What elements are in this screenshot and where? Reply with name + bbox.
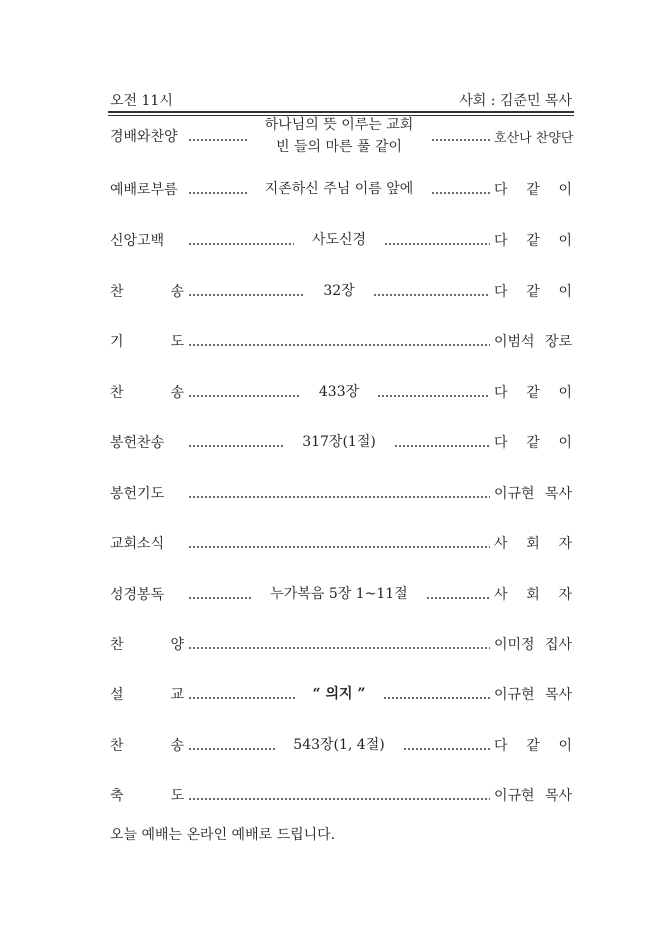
item-leader: 다 같 이 (494, 385, 572, 401)
item-leader: 다 같 이 (494, 738, 573, 754)
dot-leader (373, 285, 490, 297)
order-item (110, 582, 572, 606)
item-label: 찬 송 (110, 738, 184, 754)
footer-note: 오늘 예배는 온라인 예배로 드립니다. (110, 827, 336, 843)
dot-leader (188, 688, 295, 700)
item-leader: 이미정 집사 (494, 637, 572, 653)
item-content-line: 32장 (323, 283, 355, 299)
dot-leader (426, 588, 490, 600)
item-leader: 사 회 자 (494, 536, 572, 552)
item-content-line: 317장(1절) (302, 434, 376, 450)
order-item (110, 733, 572, 757)
item-content-line: 하나님의 뜻 이루는 교회 (264, 117, 414, 133)
dot-leader (188, 789, 490, 801)
item-content (299, 683, 380, 705)
order-item (110, 114, 572, 158)
item-leader: 다 같 이 (494, 435, 573, 451)
dot-leader (377, 386, 490, 398)
dot-leader (188, 537, 490, 549)
dot-leader (188, 234, 294, 246)
item-content-line: 사도신경 (311, 232, 367, 248)
item-content (305, 381, 373, 403)
item-content-line: 빈 들의 마른 풀 같이 (276, 139, 402, 155)
header-divider (108, 111, 574, 113)
order-item (110, 481, 572, 505)
item-label: 찬 송 (110, 385, 184, 401)
item-label: 찬 송 (110, 284, 184, 300)
item-label: 축 도 (110, 788, 184, 804)
dot-leader (188, 739, 275, 751)
order-item (110, 177, 572, 201)
order-item (110, 632, 572, 656)
dot-leader (188, 130, 247, 142)
item-leader: 이규현 목사 (494, 486, 572, 502)
item-content (298, 229, 380, 251)
dot-leader (394, 436, 490, 448)
dot-leader (431, 130, 490, 142)
order-item (110, 329, 572, 353)
item-content (309, 280, 368, 302)
item-content (256, 583, 421, 605)
item-content-line: “ 의지 ” (312, 686, 366, 702)
header (110, 90, 572, 110)
dot-leader (188, 335, 490, 347)
item-content (251, 114, 428, 158)
order-item (110, 430, 572, 454)
item-label: 설 교 (110, 687, 184, 703)
service-time: 오전 11시 (110, 93, 173, 109)
item-label: 봉헌기도 (110, 486, 165, 502)
item-leader: 사 회 자 (494, 587, 572, 603)
item-label: 예배로부름 (110, 182, 178, 198)
item-content-line: 433장 (318, 384, 360, 400)
order-item (110, 531, 572, 555)
order-item (110, 682, 572, 706)
item-label: 성경봉독 (110, 587, 165, 603)
item-leader: 호산나 찬양단 (494, 130, 574, 146)
item-leader: 다 같 이 (494, 182, 572, 198)
item-leader: 다 같 이 (494, 233, 573, 249)
dot-leader (383, 688, 490, 700)
dot-leader (403, 739, 490, 751)
item-content (279, 734, 398, 756)
item-content-line: 누가복음 5장 1~11절 (270, 586, 408, 602)
dot-leader (188, 487, 490, 499)
order-item (110, 380, 572, 404)
item-content-line: 543장(1, 4절) (293, 737, 385, 753)
item-label: 기 도 (110, 334, 184, 350)
item-label: 경배와찬양 (110, 129, 178, 145)
service-host: 사회 : 김준민 목사 (459, 93, 572, 109)
item-leader: 이범석 장로 (494, 334, 572, 350)
item-label: 찬 양 (110, 637, 184, 653)
item-content (288, 431, 390, 453)
dot-leader (431, 183, 490, 195)
item-content (251, 178, 428, 200)
dot-leader (188, 285, 305, 297)
order-item (110, 783, 572, 807)
dot-leader (188, 638, 490, 650)
item-label: 봉헌찬송 (110, 435, 165, 451)
item-content-line: 지존하신 주님 이름 앞에 (264, 181, 414, 197)
dot-leader (188, 183, 247, 195)
item-label: 신앙고백 (110, 233, 165, 249)
dot-leader (188, 588, 252, 600)
item-leader: 이규현 목사 (494, 687, 572, 703)
dot-leader (188, 386, 301, 398)
item-label: 교회소식 (110, 536, 165, 552)
order-item (110, 279, 572, 303)
item-leader: 다 같 이 (494, 284, 572, 300)
item-leader: 이규현 목사 (494, 788, 572, 804)
dot-leader (188, 436, 284, 448)
dot-leader (384, 234, 490, 246)
order-item (110, 228, 572, 252)
